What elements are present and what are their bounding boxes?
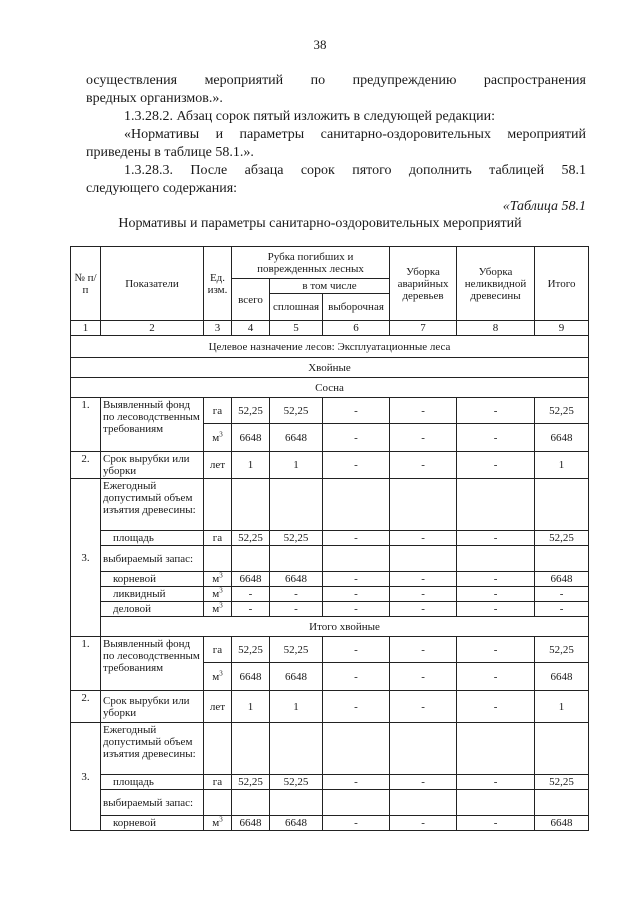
value-cell: 52,25: [232, 637, 270, 663]
value-cell: 1: [232, 691, 270, 723]
value-cell: 6648: [270, 663, 323, 691]
norms-table: [70, 246, 589, 831]
value-cell: 52,25: [232, 531, 270, 546]
value-cell: 6648: [535, 663, 589, 691]
row-num: 1.: [71, 637, 101, 691]
value-cell: -: [270, 587, 323, 602]
row-label: Срок вырубки или уборки: [101, 452, 204, 479]
value-cell: -: [457, 637, 535, 663]
value-cell: -: [457, 531, 535, 546]
value-cell: 1: [270, 452, 323, 479]
unit-cell: лет: [204, 452, 232, 479]
row-label: деловой: [101, 602, 204, 617]
row-label: корневой: [101, 816, 204, 831]
page-number: 38: [313, 37, 327, 52]
value-cell: -: [457, 816, 535, 831]
unit-cell: га: [204, 637, 232, 663]
unit-cell: га: [204, 775, 232, 790]
value-cell: 52,25: [270, 637, 323, 663]
value-cell: -: [270, 602, 323, 617]
col-number: 9: [535, 321, 589, 336]
paragraph-line: осуществления мероприятий по предупреждению распространения: [86, 73, 586, 88]
unit-cell: га: [204, 398, 232, 424]
value-cell: 6648: [270, 572, 323, 587]
section-conifers: Хвойные: [71, 358, 589, 378]
row-label: выбираемый запас:: [101, 546, 204, 572]
unit-cell: $м^3$: [204, 602, 232, 617]
row-label: площадь: [101, 531, 204, 546]
value-cell: 52,25: [270, 531, 323, 546]
value-cell: -: [323, 775, 390, 790]
section-purpose: Целевое назначение лесов: Эксплуатационные леса: [71, 336, 589, 358]
paragraph-line: 1.3.28.2. Абзац сорок пятый изложить в следующей редакции:: [124, 109, 495, 124]
row-label: Выявленный фонд по лесоводственным требованиям: [101, 637, 204, 691]
value-cell: -: [390, 637, 457, 663]
value-cell: 1: [535, 691, 589, 723]
value-cell: -: [390, 587, 457, 602]
row-label: площадь: [101, 775, 204, 790]
value-cell: -: [323, 587, 390, 602]
header-solid: сплошная: [270, 294, 323, 321]
value-cell: -: [323, 398, 390, 424]
value-cell: -: [323, 602, 390, 617]
value-cell: -: [390, 816, 457, 831]
row-num: 2.: [71, 691, 101, 723]
value-cell: 52,25: [535, 775, 589, 790]
value-cell: 52,25: [270, 775, 323, 790]
value-cell: -: [457, 663, 535, 691]
value-cell: 6648: [535, 816, 589, 831]
section-total-conifers: Итого хвойные: [101, 617, 589, 637]
row-label: корневой: [101, 572, 204, 587]
value-cell: -: [457, 424, 535, 452]
value-cell: 6648: [270, 816, 323, 831]
value-cell: -: [390, 452, 457, 479]
header-sum: Итого: [535, 247, 589, 321]
value-cell: -: [457, 691, 535, 723]
paragraph-line: «Нормативы и параметры санитарно-оздоровительных мероприятий: [124, 127, 586, 142]
value-cell: -: [323, 424, 390, 452]
header-unit: Ед. изм.: [204, 247, 232, 321]
value-cell: 6648: [232, 424, 270, 452]
unit-cell: $м^3$: [204, 587, 232, 602]
value-cell: -: [232, 602, 270, 617]
value-cell: -: [457, 587, 535, 602]
value-cell: 6648: [232, 816, 270, 831]
header-num: № п/п: [71, 247, 101, 321]
value-cell: -: [323, 637, 390, 663]
row-label: Срок вырубки или уборки: [101, 691, 204, 723]
value-cell: -: [457, 452, 535, 479]
value-cell: 6648: [232, 663, 270, 691]
header-illiquid: Уборка неликвидной древесины: [457, 247, 535, 321]
value-cell: -: [323, 452, 390, 479]
row-num: 3.: [71, 723, 101, 831]
value-cell: 52,25: [535, 398, 589, 424]
value-cell: -: [390, 531, 457, 546]
value-cell: -: [323, 816, 390, 831]
value-cell: 52,25: [232, 775, 270, 790]
value-cell: 52,25: [535, 637, 589, 663]
paragraph-line: 1.3.28.3. После абзаца сорок пятого дополнить таблицей 58.1: [124, 163, 586, 178]
value-cell: -: [323, 663, 390, 691]
header-felling: Рубка погибших и поврежденных лесных: [232, 247, 390, 279]
col-number: 1: [71, 321, 101, 336]
unit-cell: $м^3$: [204, 424, 232, 452]
table-title: Нормативы и параметры санитарно-оздоровительных мероприятий: [118, 216, 522, 231]
value-cell: -: [390, 602, 457, 617]
col-number: 5: [270, 321, 323, 336]
value-cell: -: [390, 663, 457, 691]
row-label: Выявленный фонд по лесоводственным требованиям: [101, 398, 204, 452]
row-num: 2.: [71, 452, 101, 479]
value-cell: 52,25: [270, 398, 323, 424]
value-cell: -: [323, 572, 390, 587]
header-selective: выборочная: [323, 294, 390, 321]
value-cell: -: [390, 398, 457, 424]
value-cell: -: [457, 602, 535, 617]
value-cell: -: [232, 587, 270, 602]
section-pine: Сосна: [71, 378, 589, 398]
value-cell: 6648: [232, 572, 270, 587]
value-cell: -: [390, 572, 457, 587]
col-number: 3: [204, 321, 232, 336]
value-cell: 6648: [535, 424, 589, 452]
row-label: ликвидный: [101, 587, 204, 602]
row-label: Ежегодный допустимый объем изъятия древесины:: [101, 723, 204, 775]
paragraph-line: следующего содержания:: [86, 181, 238, 196]
col-number: 7: [390, 321, 457, 336]
value-cell: -: [390, 691, 457, 723]
value-cell: -: [535, 602, 589, 617]
unit-cell: $м^3$: [204, 663, 232, 691]
value-cell: -: [457, 775, 535, 790]
value-cell: 52,25: [535, 531, 589, 546]
col-number: 2: [101, 321, 204, 336]
row-label: Ежегодный допустимый объем изъятия древесины:: [101, 479, 204, 531]
col-number: 6: [323, 321, 390, 336]
header-emergency: Уборка аварийных деревьев: [390, 247, 457, 321]
paragraph-line: приведены в таблице 58.1.».: [86, 145, 254, 160]
value-cell: -: [390, 424, 457, 452]
value-cell: -: [390, 775, 457, 790]
row-label: выбираемый запас:: [101, 790, 204, 816]
row-num: 1.: [71, 398, 101, 452]
value-cell: -: [535, 587, 589, 602]
unit-cell: $м^3$: [204, 572, 232, 587]
paragraph-line: вредных организмов.».: [86, 91, 223, 106]
col-number: 4: [232, 321, 270, 336]
header-indicators: Показатели: [101, 247, 204, 321]
value-cell: 6648: [270, 424, 323, 452]
unit-cell: лет: [204, 691, 232, 723]
value-cell: 52,25: [232, 398, 270, 424]
value-cell: -: [457, 398, 535, 424]
value-cell: 1: [232, 452, 270, 479]
value-cell: -: [323, 531, 390, 546]
value-cell: 6648: [535, 572, 589, 587]
table-caption: «Таблица 58.1: [502, 199, 586, 214]
unit-cell: га: [204, 531, 232, 546]
header-total: всего: [232, 279, 270, 321]
value-cell: -: [323, 691, 390, 723]
row-num: 3.: [71, 479, 101, 637]
col-number: 8: [457, 321, 535, 336]
value-cell: -: [457, 572, 535, 587]
header-incl: в том числе: [270, 279, 390, 294]
value-cell: 1: [270, 691, 323, 723]
value-cell: 1: [535, 452, 589, 479]
unit-cell: $м^3$: [204, 816, 232, 831]
